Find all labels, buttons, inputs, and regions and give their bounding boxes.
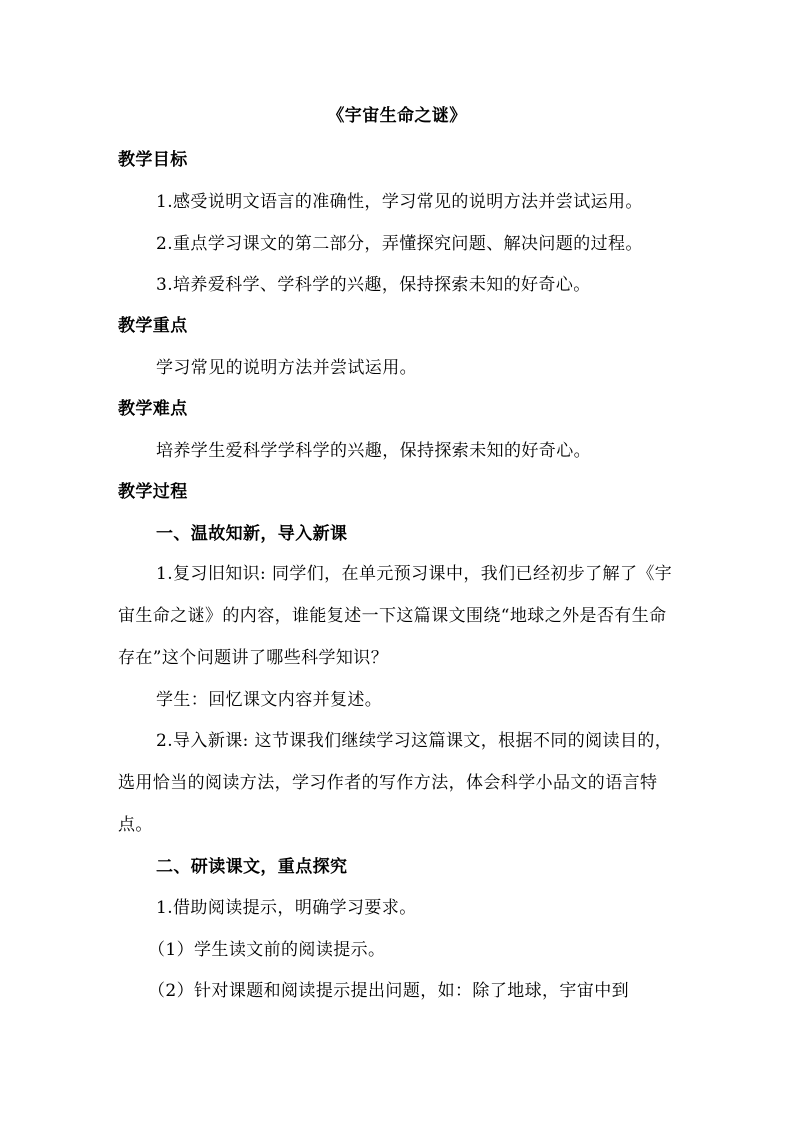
part1-paragraph-2: 学生：回忆课文内容并复述。 <box>156 690 383 710</box>
part1-paragraph-1: 1.复习旧知识: 同学们，在单元预习课中，我们已经初步了解了《宇宙生命之谜》的内容，谁能复述一下这篇课文围绕“地球之外是否有生命存在”这个问题讲了哪些科学知识？ <box>118 564 673 668</box>
objectives-heading: 教学目标 <box>118 150 188 170</box>
key-points-heading: 教学重点 <box>118 316 188 336</box>
process-heading: 教学过程 <box>118 482 188 502</box>
difficulties-heading: 教学难点 <box>118 399 188 419</box>
part1-paragraph-3: 2.导入新课: 这节课我们继续学习这篇课文，根据不同的阅读目的，选用恰当的阅读方法，学习作者的写作方法，体会科学小品文的语言特点。 <box>118 731 673 835</box>
objective-item-3: 3.培养爱科学、学科学的兴趣，保持探索未知的好奇心。 <box>156 275 591 295</box>
part2-paragraph-1: 1.借助阅读提示，明确学习要求。 <box>156 898 417 918</box>
difficulties-text: 培养学生爱科学学科学的兴趣，保持探索未知的好奇心。 <box>156 441 591 461</box>
objective-item-1: 1.感受说明文语言的准确性，学习常见的说明方法并尝试运用。 <box>156 192 643 212</box>
part1-heading: 一、温故知新，导入新课 <box>156 524 348 544</box>
part2-paragraph-2: （1）学生读文前的阅读提示。 <box>148 940 386 960</box>
objective-item-2: 2.重点学习课文的第二部分，弄懂探究问题、解决问题的过程。 <box>156 234 643 254</box>
key-points-text: 学习常见的说明方法并尝试运用。 <box>156 358 417 378</box>
document-title: 《宇宙生命之谜》 <box>327 106 467 126</box>
part2-paragraph-3: （2）针对课题和阅读提示提出问题，如：除了地球，宇宙中到 <box>148 981 630 1001</box>
part2-heading: 二、研读课文，重点探究 <box>156 857 348 877</box>
